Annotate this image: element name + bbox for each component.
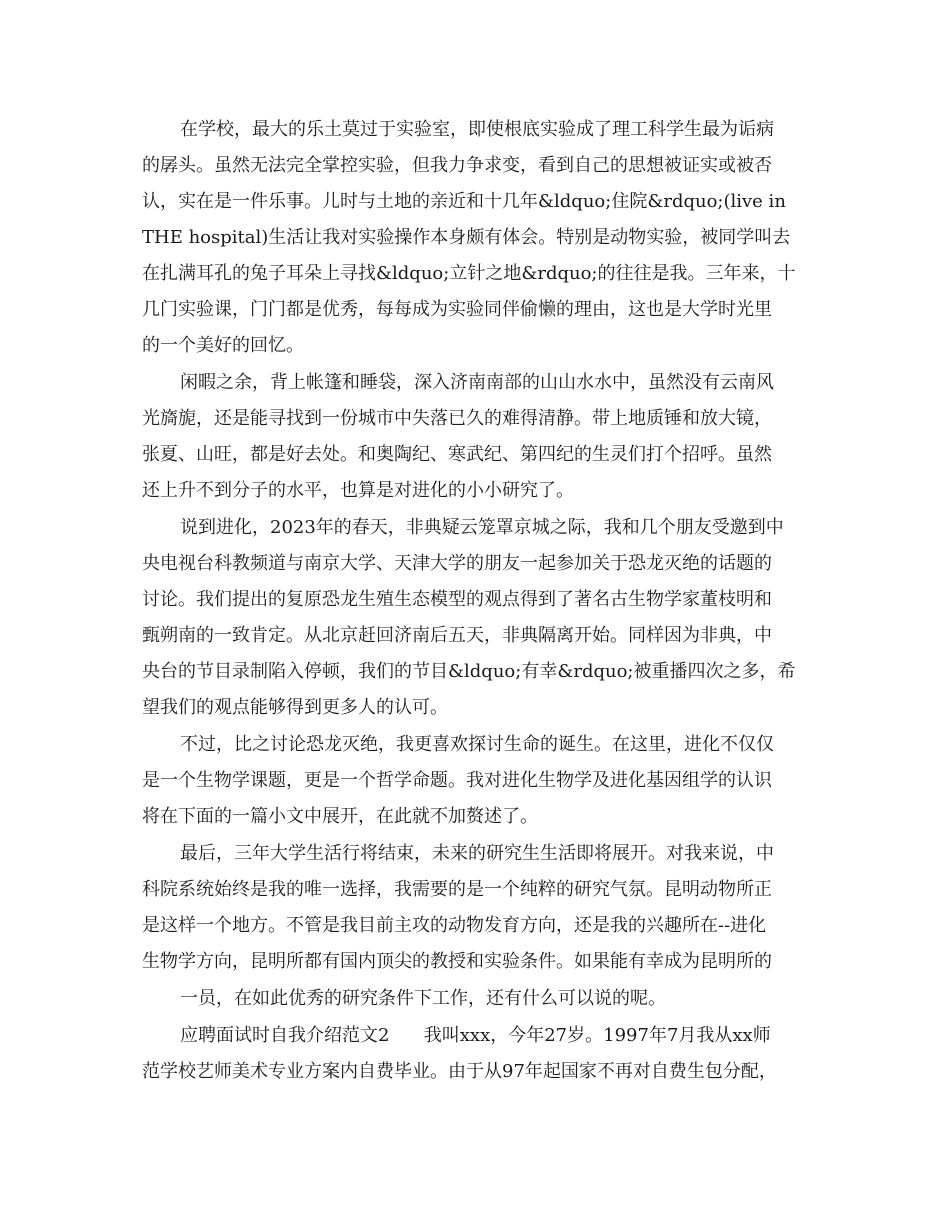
text-line-4: THE hospital)生活让我对实验操作本身颇有体会。特别是动物实验，被同学叫去 [142, 227, 791, 248]
text-line-20: 将在下面的一篇小文中展开，在此就不加赘述了。 [142, 806, 538, 827]
text-line-27: 范学校艺师美术专业方案内自费毕业。由于从97年起国家不再对自费生包分配， [142, 1061, 777, 1082]
text-line-19: 是一个生物学课题，更是一个哲学命题。我对进化生物学及进化基因组学的认识 [142, 770, 772, 791]
text-line-15: 甄朔南的一致肯定。从北京赶回济南后五天，非典隔离开始。同样因为非典，中 [142, 625, 772, 646]
text-line-6: 几门实验课，门门都是优秀，每每成为实验同伴偷懒的理由，这也是大学时光里 [142, 299, 772, 320]
text-line-10: 张夏、山旺，都是好去处。和奥陶纪、寒武纪、第四纪的生灵们打个招呼。虽然 [142, 444, 772, 465]
text-line-11: 还上升不到分子的水平，也算是对进化的小小研究了。 [142, 480, 574, 501]
text-line-8: 闲暇之余，背上帐篷和睡袋，深入济南南部的山山水水中，虽然没有云南风 [180, 372, 774, 393]
text-line-16: 央台的节目录制陷入停顿，我们的节目&ldquo;有幸&rdquo;被重播四次之多，希 [142, 661, 796, 682]
text-line-18: 不过，比之讨论恐龙灭绝，我更喜欢探讨生命的诞生。在这里，进化不仅仅 [180, 734, 774, 755]
text-line-7: 的一个美好的回忆。 [142, 335, 304, 356]
text-line-21: 最后，三年大学生活行将结束，未来的研究生生活即将展开。对我来说，中 [180, 843, 774, 864]
text-line-23: 是这样一个地方。不管是我目前主攻的动物发育方向，还是我的兴趣所在--进化 [142, 915, 767, 936]
text-line-14: 讨论。我们提出的复原恐龙生殖生态模型的观点得到了著名古生物学家董枝明和 [142, 589, 772, 610]
text-line-9: 光旖旎，还是能寻找到一份城市中失落已久的难得清静。带上地质锤和放大镜， [142, 408, 772, 429]
text-line-24: 生物学方向，昆明所都有国内顶尖的教授和实验条件。如果能有幸成为昆明所的 [142, 951, 772, 972]
text-line-22: 科院系统始终是我的唯一选择，我需要的是一个纯粹的研究气氛。昆明动物所正 [142, 879, 772, 900]
text-line-26: 应聘面试时自我介绍范文2 我叫xxx，今年27岁。1997年7月我从xx师 [180, 1025, 771, 1046]
text-line-12: 说到进化，2023年的春天，非典疑云笼罩京城之际，我和几个朋友受邀到中 [180, 517, 784, 538]
text-line-3: 认，实在是一件乐事。儿时与土地的亲近和十几年&ldquo;住院&rdquo;(live in [142, 191, 786, 212]
text-line-17: 望我们的观点能够得到更多人的认可。 [142, 697, 448, 718]
text-line-13: 央电视台科教频道与南京大学、天津大学的朋友一起参加关于恐龙灭绝的话题的 [142, 553, 772, 574]
text-line-2: 的孱头。虽然无法完全掌控实验，但我力争求变，看到自己的思想被证实或被否 [142, 155, 772, 176]
text-line-1: 在学校，最大的乐土莫过于实验室，即使根底实验成了理工科学生最为诟病 [180, 119, 774, 140]
text-line-5: 在扎满耳孔的兔子耳朵上寻找&ldquo;立针之地&rdquo;的往往是我。三年来，十 [142, 263, 796, 284]
text-line-25: 一员，在如此优秀的研究条件下工作，还有什么可以说的呢。 [180, 988, 666, 1009]
